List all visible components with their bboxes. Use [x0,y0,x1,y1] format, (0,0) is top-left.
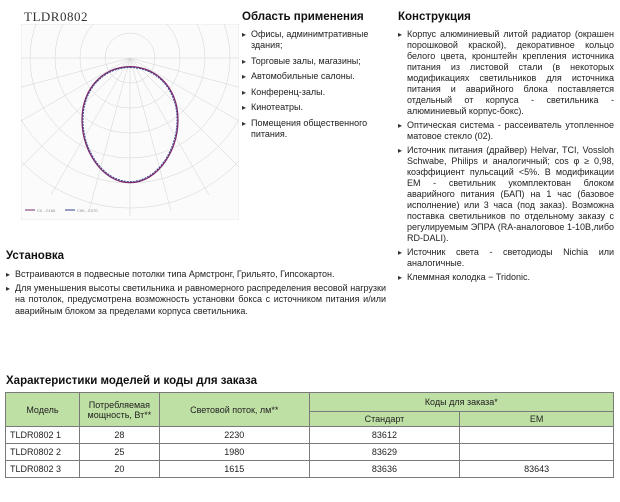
cell-em [460,427,614,444]
cell-standard: 83629 [309,444,460,461]
cell-model: TLDR0802 1 [6,427,80,444]
list-item: ▸ Для уменьшения высоты светильника и равномерного распределения весовой нагрузки на потолок, предусмотрена возможность установки бокса с источником питания и/или аварийным блоком за пределами корпуса светильника. [6,283,386,318]
header-standard: Стандарт [309,412,460,427]
header-power: Потребляемая мощность, Вт** [79,393,159,427]
models-table [5,392,614,478]
construction-list [398,29,614,283]
product-code-label: TLDR0802 [24,9,88,24]
list-item: ▸ Клеммная колодка − Tridonic. [398,272,614,283]
header-em: ЕМ [460,412,614,427]
legend-label-c90: C90 - C270 [77,208,98,213]
list-item: ▸ Офисы, админимтративные здания; [242,29,392,51]
installation-section [6,250,386,319]
cell-power: 25 [79,444,159,461]
cell-standard: 83612 [309,427,460,444]
cell-power: 28 [79,427,159,444]
list-item: ▸ Источник света - светодиоды Nichia или аналогичные. [398,247,614,269]
installation-heading: Установка [6,250,65,262]
header-flux: Световой поток, лм** [159,393,309,427]
list-item: ▸ Автомобильные салоны. [242,71,392,82]
header-codes: Коды для заказа* [309,393,613,412]
list-item: ▸ Корпус алюминиевый литой радиатор (окрашен порошковой краской), декоративное кольцо белого цвета, кронштейн крепления источника питания из листовой стали (в некоторых модификациях светильников для источника питания и аварийного блока поставляется отдельный от корпуса - светильника - алюминиевый корпус-бокс). [398,29,614,117]
cell-em: 83643 [460,461,614,478]
table-row [6,427,614,444]
cell-model: TLDR0802 3 [6,461,80,478]
construction-heading: Конструкция [398,11,471,23]
polar-diagram-svg [21,24,239,220]
list-item: ▸ Торговые залы, магазины; [242,56,392,67]
application-list [242,29,392,140]
table-title: Характеристики моделей и коды для заказа [6,375,258,387]
table-row [6,444,614,461]
cell-flux: 1980 [159,444,309,461]
cell-em [460,444,614,461]
header-model: Модель [6,393,80,427]
application-heading: Область применения [242,11,364,23]
construction-section [398,11,614,286]
legend-label-c0: C0 - C180 [37,208,56,213]
cell-flux: 1615 [159,461,309,478]
application-section [242,11,392,144]
table-row [6,461,614,478]
list-item: ▸ Встраиваются в подвесные потолки типа Армстронг, Грильято, Гипсокартон. [6,269,386,281]
installation-list [6,269,386,317]
cell-flux: 2230 [159,427,309,444]
list-item: ▸ Источник питания (драйвер) Helvar, TCI, Vossloh Schwabe, Philips и аналогичный; cos φ ≥ 0,98, коэффициент пульсаций <5%. В модификации ЕМ - светильник укомплектован блоком аварийного питания (БАП) на 1 час (базовое исполнение) или 3 часа (под заказ). Возможна поставка светильников по отдельному заказу с регулируемым ЭПРА (RA-аналоговое 1-10В,либо RD-DALI). [398,145,614,244]
list-item: ▸ Конференц-залы. [242,87,392,98]
list-item: ▸ Оптическая система - рассеиватель утопленное матовое стекло (02). [398,120,614,142]
cell-model: TLDR0802 2 [6,444,80,461]
list-item: ▸ Кинотеатры. [242,102,392,113]
list-item: ▸ Помещения общественного питания. [242,118,392,140]
cell-standard: 83636 [309,461,460,478]
polar-diagram [21,24,239,220]
cell-power: 20 [79,461,159,478]
